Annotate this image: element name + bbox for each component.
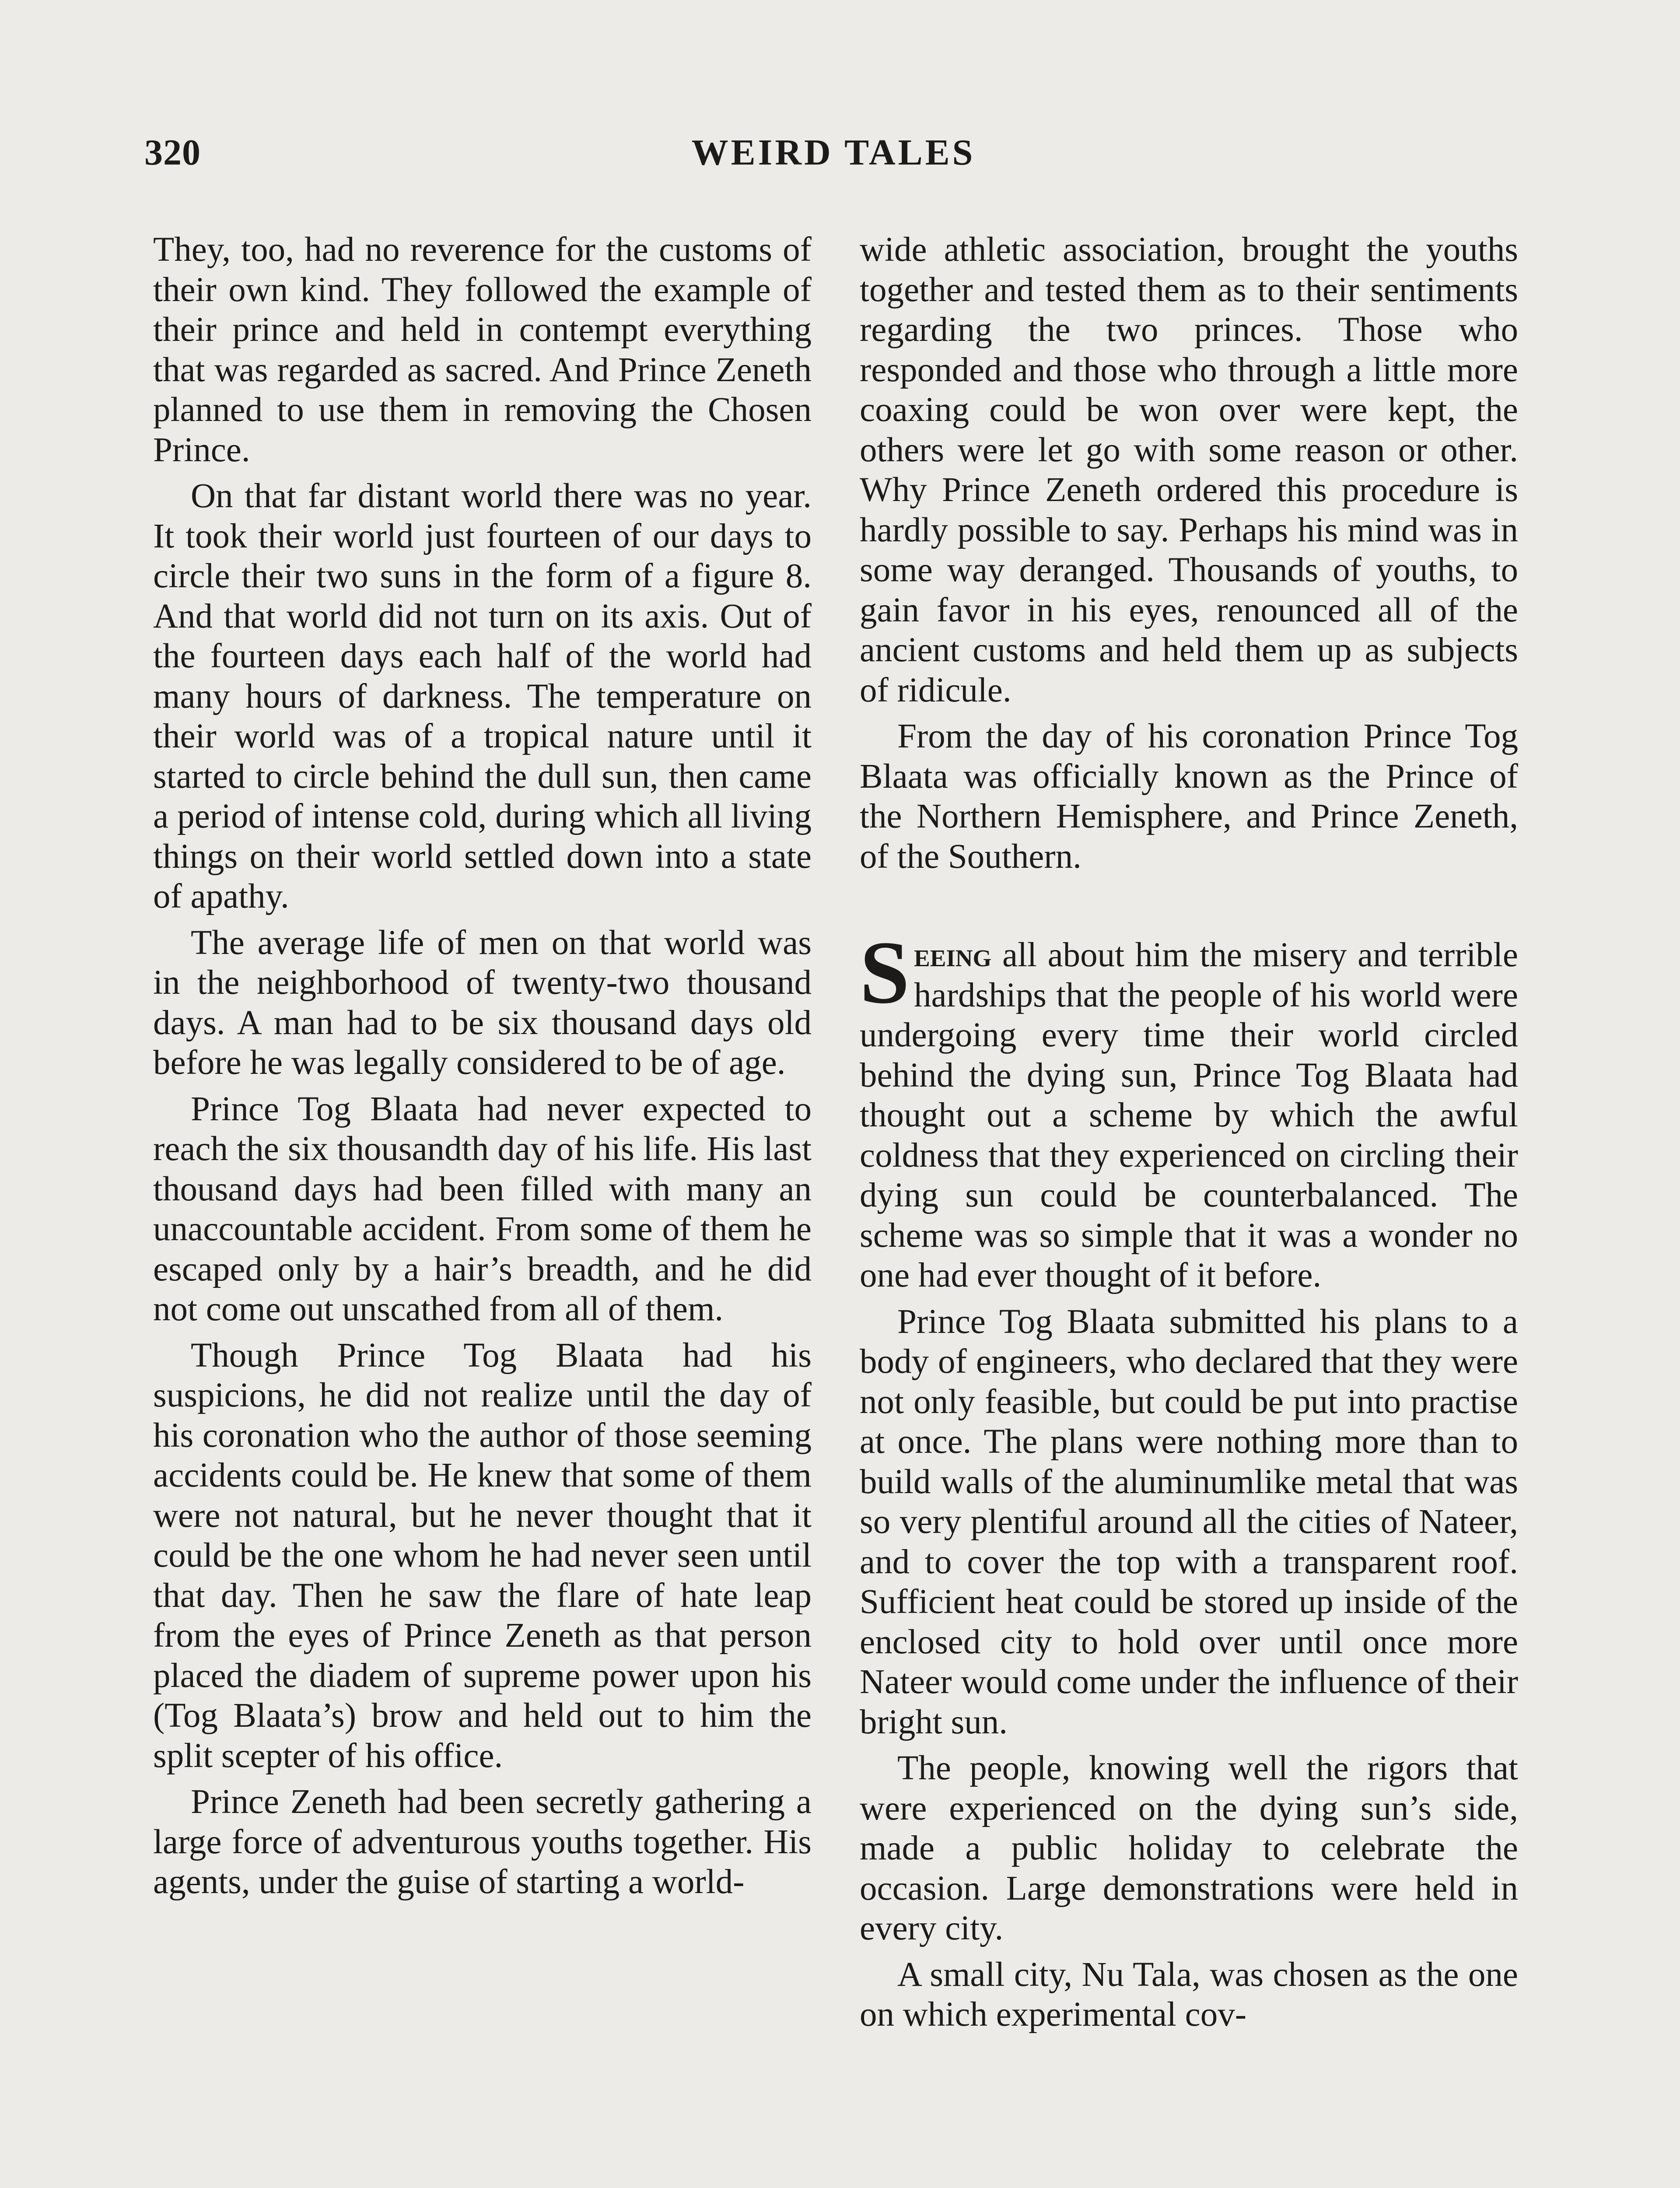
section-opening-paragraph [860,923,1518,1296]
paragraph: Prince Tog Blaata had never expected to reach the six thousandth day of his life. His last thousand days had been filled with many an unaccountable accident. From some of them he escaped only by a hair’s breadth, and he did not come out unscathed from all of them. [153,1090,812,1328]
paragraph: Prince Tog Blaata submitted his plans to a body of engineers, who declared that they were not only feasible, but could be put into practise at once. The plans were nothing more than to build walls of the aluminumlike metal that was so very plentiful around all the cities of Nateer, and to cover the top with a transparent roof. Sufficient heat could be stored up inside of the enclosed city to hold over until once more Nateer would come under the influence of their bright sun. [860,1302,1518,1741]
page-header [144,131,1522,184]
small-caps-lead: eeing [914,936,992,974]
paragraph: wide athletic association, brought the youths together and tested them as to their sentiments regarding the two princes. Those who responded and those who through a little more coaxing could be won over were kept, the others were let go with some reason or other. Why Prince Zeneth ordered this procedure is hardly possible to say. Perhaps his mind was in some way deranged. Thousands of youths, to gain favor in his eyes, renounced all of the ancient customs and held them up as subjects of ridicule. [860,231,1518,709]
paragraph: A small city, Nu Tala, was chosen as the one on which experimental cov- [860,1955,1518,2034]
paragraph: On that far distant world there was no year. It took their world just fourteen of our days to circle their two suns in the form of a figure 8. And that world did not turn on its axis. Out of the fourteen days each half of the world had many hours of darkness. The temperature on their world was of a tropical nature until it started to circle behind the dull sun, then came a period of intense cold, during which all living things on their world settled down into a state of apathy. [153,477,812,915]
paragraph: The average life of men on that world was in the neighborhood of twenty-two thousand days. A man had to be six thousand days old before he was legally considered to be of age. [153,923,812,1082]
right-column [860,230,1518,2041]
paragraph-text: all about him the misery and terrible hardships that the people of his world were undergoing every time their world circled behind the dying sun, Prince Tog Blaata had thought out a scheme by which the awful coldness that they experienced on circling their dying sun could be counterbalanced. The scheme was so simple that it was a wonder no one had ever thought of it before. [860,936,1518,1294]
paragraph: From the day of his coronation Prince Tog Blaata was officially known as the Prince of the Northern Hemisphere, and Prince Zeneth, of the Southern. [860,717,1518,876]
paragraph: Though Prince Tog Blaata had his suspicions, he did not realize until the day of his coronation who the author of those seeming accidents could be. He knew that some of them were not natural, but he never thought that it could be the one whom he had never seen until that day. Then he saw the flare of hate leap from the eyes of Prince Zeneth as that person placed the diadem of supreme power upon his (Tog Blaata’s) brow and held out to him the split scepter of his office. [153,1336,812,1775]
paragraph: Prince Zeneth had been secretly gathering a large force of adventurous youths together. His agents, under the guise of starting a world- [153,1783,812,1901]
paragraph: The people, knowing well the rigors that were experienced on the dying sun’s side, made a public holiday to celebrate the occasion. Large demonstrations were held in every city. [860,1749,1518,1947]
left-column [153,230,812,1908]
paragraph: They, too, had no reverence for the customs of their own kind. They followed the example of their prince and held in contempt everything that was regarded as sacred. And Prince Zeneth planned to use them in removing the Chosen Prince. [153,231,812,469]
drop-cap: S [860,923,910,1022]
page-number: 320 [144,132,201,173]
section-break [860,883,1518,935]
magazine-title: WEIRD TALES [691,132,976,173]
